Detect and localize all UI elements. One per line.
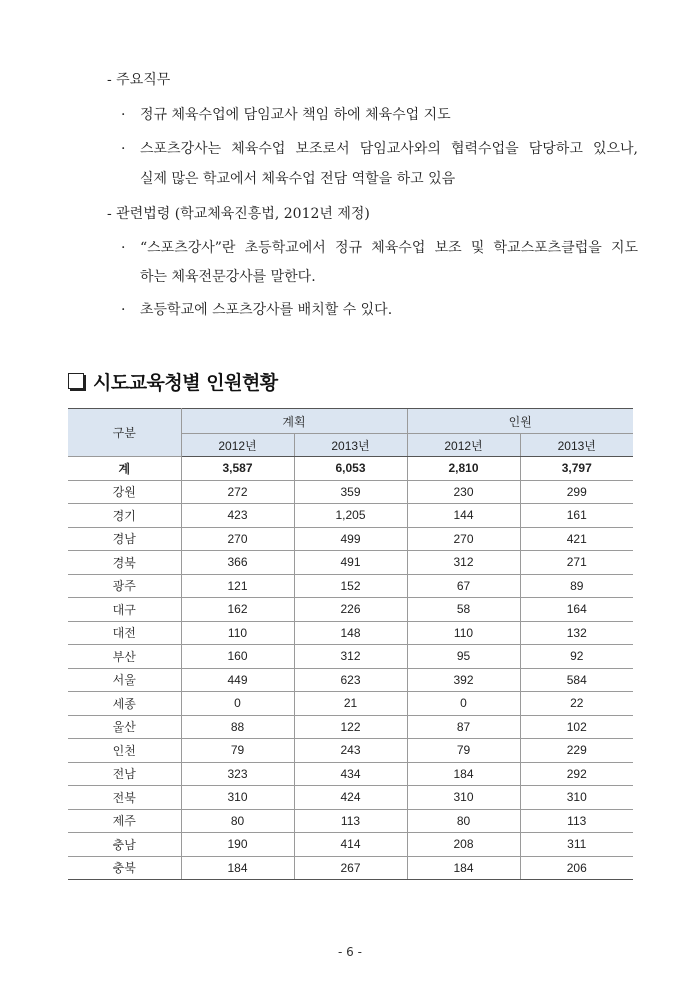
- bullet-dot: ·: [121, 302, 126, 318]
- table-row: [68, 480, 633, 504]
- cell-plan-2013: 359: [294, 480, 407, 504]
- table-row: [68, 715, 633, 739]
- cell-actual-2012: 310: [407, 786, 520, 810]
- table-row: [68, 809, 633, 833]
- table-row: [68, 645, 633, 669]
- cell-plan-2012: 0: [181, 692, 294, 716]
- header-region: 구분: [68, 409, 181, 457]
- cell-actual-2012: 95: [407, 645, 520, 669]
- cell-actual-2012: 184: [407, 856, 520, 880]
- header-year: 2012년: [407, 434, 520, 457]
- cell-plan-2013: 152: [294, 574, 407, 598]
- table-row: [68, 574, 633, 598]
- row-region: 전북: [68, 786, 181, 810]
- cell-plan-2013: 414: [294, 833, 407, 857]
- cell-plan-2013: 113: [294, 809, 407, 833]
- law-item: 초등학교에 스포츠강사를 배치할 수 있다.: [140, 302, 393, 318]
- table-row: [68, 833, 633, 857]
- table-row: [68, 668, 633, 692]
- table-row: [68, 527, 633, 551]
- cell-plan-2013: 434: [294, 762, 407, 786]
- cell-plan-2013: 148: [294, 621, 407, 645]
- bullet-dot: ·: [121, 141, 126, 157]
- cell-actual-2012: 2,810: [407, 457, 520, 481]
- cell-actual-2012: 144: [407, 504, 520, 528]
- cell-plan-2012: 88: [181, 715, 294, 739]
- bullet-dot: ·: [121, 107, 126, 123]
- cell-actual-2013: 22: [520, 692, 633, 716]
- cell-actual-2012: 184: [407, 762, 520, 786]
- section-heading: [68, 368, 278, 394]
- table-row: [68, 598, 633, 622]
- duty-heading: - 주요직무: [107, 72, 171, 88]
- row-region: 세종: [68, 692, 181, 716]
- cell-actual-2012: 80: [407, 809, 520, 833]
- law-item-continued: 하는 체육전문강사를 말한다.: [140, 269, 316, 285]
- cell-actual-2013: 299: [520, 480, 633, 504]
- row-region: 부산: [68, 645, 181, 669]
- cell-plan-2012: 310: [181, 786, 294, 810]
- cell-plan-2012: 190: [181, 833, 294, 857]
- cell-actual-2013: 164: [520, 598, 633, 622]
- cell-plan-2013: 267: [294, 856, 407, 880]
- cell-plan-2012: 160: [181, 645, 294, 669]
- cell-plan-2012: 79: [181, 739, 294, 763]
- row-region: 서울: [68, 668, 181, 692]
- header-plan: 계획: [181, 409, 407, 434]
- header-year: 2013년: [520, 434, 633, 457]
- cell-plan-2013: 491: [294, 551, 407, 575]
- row-region: 강원: [68, 480, 181, 504]
- cell-plan-2013: 499: [294, 527, 407, 551]
- cell-plan-2013: 243: [294, 739, 407, 763]
- cell-plan-2012: 449: [181, 668, 294, 692]
- page-number: - 6 -: [338, 945, 362, 959]
- cell-plan-2012: 3,587: [181, 457, 294, 481]
- row-region: 경북: [68, 551, 181, 575]
- row-region: 대전: [68, 621, 181, 645]
- header-actual: 인원: [407, 409, 633, 434]
- table-row: [68, 739, 633, 763]
- cell-actual-2012: 110: [407, 621, 520, 645]
- cell-actual-2012: 67: [407, 574, 520, 598]
- cell-plan-2013: 424: [294, 786, 407, 810]
- duty-item-continued: 실제 많은 학교에서 체육수업 전담 역할을 하고 있음: [140, 171, 456, 187]
- cell-actual-2013: 311: [520, 833, 633, 857]
- law-heading: - 관련법령 (학교체육진흥법, 2012년 제정): [107, 206, 370, 222]
- cell-plan-2012: 121: [181, 574, 294, 598]
- cell-plan-2012: 162: [181, 598, 294, 622]
- cell-actual-2013: 310: [520, 786, 633, 810]
- row-region: 인천: [68, 739, 181, 763]
- cell-plan-2013: 21: [294, 692, 407, 716]
- cell-actual-2012: 0: [407, 692, 520, 716]
- cell-plan-2012: 423: [181, 504, 294, 528]
- law-item: “스포츠강사”란 초등학교에서 정규 체육수업 보조 및 학교스포츠클럽을 지도: [140, 240, 638, 256]
- cell-actual-2012: 270: [407, 527, 520, 551]
- cell-actual-2013: 161: [520, 504, 633, 528]
- table-row: [68, 786, 633, 810]
- table-row: [68, 504, 633, 528]
- cell-actual-2013: 229: [520, 739, 633, 763]
- table-body: [68, 457, 633, 880]
- section-title: 시도교육청별 인원현황: [93, 371, 278, 394]
- row-region: 계: [68, 457, 181, 481]
- row-region: 경남: [68, 527, 181, 551]
- cell-actual-2012: 230: [407, 480, 520, 504]
- cell-plan-2013: 1,205: [294, 504, 407, 528]
- cell-plan-2012: 270: [181, 527, 294, 551]
- cell-actual-2013: 421: [520, 527, 633, 551]
- row-region: 충남: [68, 833, 181, 857]
- cell-plan-2012: 323: [181, 762, 294, 786]
- cell-actual-2012: 58: [407, 598, 520, 622]
- cell-plan-2012: 80: [181, 809, 294, 833]
- table-row-total: [68, 457, 633, 481]
- cell-plan-2012: 272: [181, 480, 294, 504]
- cell-actual-2013: 92: [520, 645, 633, 669]
- cell-plan-2013: 312: [294, 645, 407, 669]
- cell-plan-2013: 623: [294, 668, 407, 692]
- bullet-dot: ·: [121, 240, 126, 256]
- header-year: 2013년: [294, 434, 407, 457]
- cell-actual-2012: 87: [407, 715, 520, 739]
- cell-actual-2013: 271: [520, 551, 633, 575]
- cell-actual-2012: 392: [407, 668, 520, 692]
- row-region: 대구: [68, 598, 181, 622]
- cell-actual-2013: 113: [520, 809, 633, 833]
- table-row: [68, 692, 633, 716]
- table-row: [68, 856, 633, 880]
- cell-actual-2013: 89: [520, 574, 633, 598]
- row-region: 울산: [68, 715, 181, 739]
- table-row: [68, 762, 633, 786]
- checkbox-square-icon: [68, 373, 84, 389]
- cell-plan-2013: 6,053: [294, 457, 407, 481]
- cell-actual-2012: 312: [407, 551, 520, 575]
- table-row: [68, 621, 633, 645]
- duty-item: 정규 체육수업에 담임교사 책임 하에 체육수업 지도: [140, 107, 451, 123]
- cell-plan-2013: 122: [294, 715, 407, 739]
- cell-actual-2013: 206: [520, 856, 633, 880]
- cell-actual-2013: 3,797: [520, 457, 633, 481]
- duty-item: 스포츠강사는 체육수업 보조로서 담임교사와의 협력수업을 담당하고 있으나,: [140, 141, 638, 157]
- row-region: 제주: [68, 809, 181, 833]
- cell-actual-2013: 584: [520, 668, 633, 692]
- cell-plan-2013: 226: [294, 598, 407, 622]
- cell-plan-2012: 110: [181, 621, 294, 645]
- cell-actual-2012: 208: [407, 833, 520, 857]
- staffing-table: [68, 408, 633, 880]
- row-region: 광주: [68, 574, 181, 598]
- cell-plan-2012: 184: [181, 856, 294, 880]
- cell-actual-2013: 292: [520, 762, 633, 786]
- row-region: 전남: [68, 762, 181, 786]
- cell-plan-2012: 366: [181, 551, 294, 575]
- row-region: 경기: [68, 504, 181, 528]
- table-row: [68, 551, 633, 575]
- cell-actual-2013: 102: [520, 715, 633, 739]
- row-region: 충북: [68, 856, 181, 880]
- cell-actual-2012: 79: [407, 739, 520, 763]
- header-year: 2012년: [181, 434, 294, 457]
- cell-actual-2013: 132: [520, 621, 633, 645]
